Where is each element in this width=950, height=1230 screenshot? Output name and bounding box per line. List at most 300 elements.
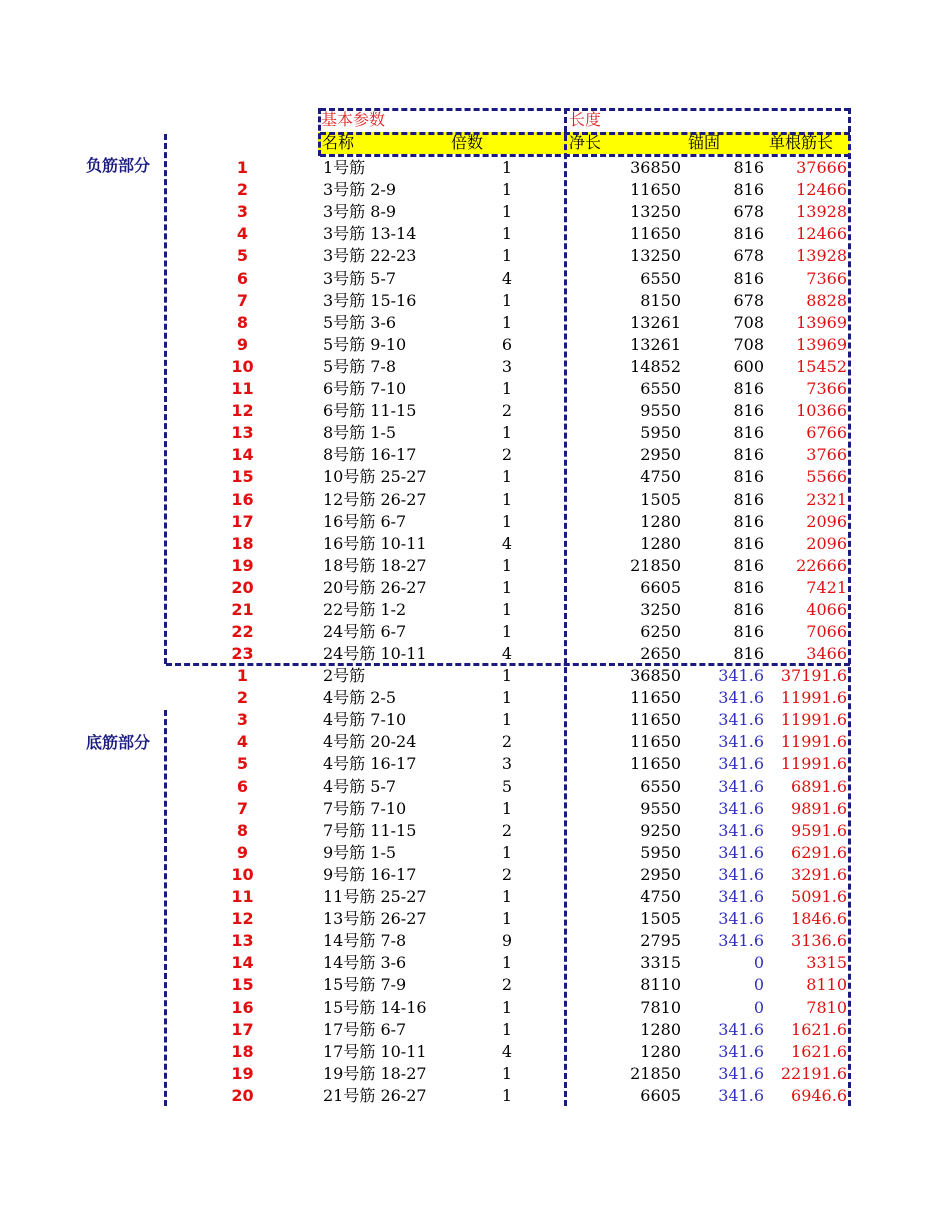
net-length-value: 11650 <box>630 754 681 774</box>
single-length-value: 6946.6 <box>791 1085 847 1105</box>
anchorage-value: 341.6 <box>718 732 764 752</box>
single-length-value: 7366 <box>806 268 847 288</box>
rebar-name: 19号筋 18-27 <box>323 1063 427 1083</box>
bottom-rebar-row <box>0 908 950 930</box>
anchorage-value: 816 <box>733 533 764 553</box>
anchorage-value: 816 <box>733 224 764 244</box>
rebar-name: 7号筋 11-15 <box>323 820 417 840</box>
row-index: 18 <box>231 1041 254 1061</box>
anchorage-value: 816 <box>733 577 764 597</box>
bottom-rebar-row <box>0 997 950 1019</box>
anchorage-value: 678 <box>733 202 764 222</box>
rebar-name: 13号筋 26-27 <box>323 909 427 929</box>
anchorage-value: 341.6 <box>718 710 764 730</box>
anchorage-value: 708 <box>733 312 764 332</box>
top-rebar-row <box>0 378 950 400</box>
rebar-name: 21号筋 26-27 <box>323 1085 427 1105</box>
bottom-rebar-row <box>0 798 950 820</box>
row-index: 16 <box>231 997 254 1017</box>
bottom-rebar-row <box>0 974 950 996</box>
rebar-name: 17号筋 10-11 <box>323 1041 427 1061</box>
single-length-value: 2321 <box>806 489 847 509</box>
top-rebar-row <box>0 312 950 334</box>
multiplier-value: 1 <box>501 688 512 708</box>
multiplier-value: 1 <box>501 379 512 398</box>
rebar-name: 4号筋 2-5 <box>323 688 397 708</box>
rebar-name: 15号筋 14-16 <box>323 997 427 1017</box>
row-index: 19 <box>231 1063 254 1083</box>
anchorage-value: 341.6 <box>718 864 764 884</box>
net-length-value: 8110 <box>640 975 681 995</box>
multiplier-value: 4 <box>501 644 512 664</box>
rebar-name: 11号筋 25-27 <box>323 887 427 906</box>
anchorage-value: 816 <box>733 268 764 288</box>
bottom-rebar-row <box>0 665 950 687</box>
single-length-value: 1621.6 <box>791 1041 847 1061</box>
multiplier-value: 1 <box>501 246 512 266</box>
multiplier-value: 1 <box>501 600 512 619</box>
single-length-value: 6766 <box>806 423 847 443</box>
single-length-value: 6891.6 <box>791 776 847 796</box>
top-rebar-row <box>0 223 950 245</box>
net-length-value: 1505 <box>640 909 681 929</box>
net-length-value: 3315 <box>640 953 681 973</box>
top-rebar-row <box>0 621 950 643</box>
top-rebar-row <box>0 643 950 665</box>
bottom-rebar-row <box>0 842 950 864</box>
rebar-name: 6号筋 7-10 <box>323 379 407 398</box>
single-length-value: 11991.6 <box>780 754 847 774</box>
single-length-value: 10366 <box>796 401 847 421</box>
anchorage-value: 0 <box>753 997 764 1017</box>
bottom-rebar-row <box>0 687 950 709</box>
anchorage-value: 708 <box>733 334 764 354</box>
single-length-value: 11991.6 <box>780 688 847 708</box>
net-length-value: 2795 <box>640 931 681 951</box>
row-index: 20 <box>231 577 254 597</box>
rebar-name: 18号筋 18-27 <box>323 555 427 575</box>
net-length-value: 2950 <box>640 864 681 884</box>
row-index: 15 <box>231 467 254 487</box>
row-index: 10 <box>231 864 254 884</box>
single-length-value: 5566 <box>806 467 847 487</box>
multiplier-value: 2 <box>501 820 512 840</box>
col-header-single-length: 单根筋长 <box>769 133 834 152</box>
single-length-value: 9891.6 <box>791 798 847 818</box>
single-length-value: 3136.6 <box>791 931 847 951</box>
row-index: 5 <box>236 754 249 774</box>
rebar-name: 20号筋 26-27 <box>323 577 427 597</box>
rebar-name: 14号筋 3-6 <box>323 953 407 973</box>
net-length-value: 11650 <box>630 710 681 730</box>
multiplier-value: 2 <box>501 975 512 995</box>
net-length-value: 8150 <box>640 290 681 310</box>
row-index: 18 <box>231 533 254 553</box>
bottom-rebar-row <box>0 753 950 775</box>
anchorage-value: 341.6 <box>718 754 764 774</box>
rebar-name: 16号筋 6-7 <box>323 511 407 531</box>
net-length-value: 1505 <box>640 489 681 509</box>
net-length-value: 6605 <box>640 577 681 597</box>
multiplier-value: 1 <box>501 1085 512 1105</box>
multiplier-value: 1 <box>501 887 512 906</box>
net-length-value: 9550 <box>640 401 681 421</box>
rebar-name: 22号筋 1-2 <box>323 600 407 619</box>
anchorage-value: 600 <box>733 356 764 376</box>
anchorage-value: 341.6 <box>718 1041 764 1061</box>
anchorage-value: 816 <box>733 600 764 619</box>
bottom-rebar-row <box>0 709 950 731</box>
bottom-rebar-row <box>0 820 950 842</box>
anchorage-value: 0 <box>753 953 764 973</box>
multiplier-value: 4 <box>501 268 512 288</box>
single-length-value: 4066 <box>806 600 847 619</box>
anchorage-value: 816 <box>733 158 764 177</box>
top-rebar-row <box>0 268 950 290</box>
row-index: 15 <box>231 975 254 995</box>
rebar-name: 8号筋 16-17 <box>323 445 417 465</box>
rebar-name: 6号筋 11-15 <box>323 401 417 421</box>
single-length-value: 8110 <box>806 975 847 995</box>
net-length-value: 13261 <box>630 312 681 332</box>
anchorage-value: 341.6 <box>718 842 764 862</box>
row-index: 17 <box>231 511 254 531</box>
single-length-value: 7066 <box>806 622 847 642</box>
net-length-value: 13261 <box>630 334 681 354</box>
net-length-value: 6550 <box>640 776 681 796</box>
col-header-name: 名称 <box>322 133 355 152</box>
top-rebar-row <box>0 400 950 422</box>
row-index: 4 <box>236 224 249 244</box>
net-length-value: 3250 <box>640 600 681 619</box>
row-index: 13 <box>231 931 254 951</box>
net-length-value: 13250 <box>630 246 681 266</box>
rebar-name: 4号筋 7-10 <box>323 710 407 730</box>
single-length-value: 9591.6 <box>791 820 847 840</box>
anchorage-value: 816 <box>733 467 764 487</box>
rebar-name: 3号筋 13-14 <box>323 224 417 244</box>
anchorage-value: 341.6 <box>718 798 764 818</box>
rebar-name: 24号筋 10-11 <box>323 644 427 664</box>
top-rebar-row <box>0 356 950 378</box>
top-rebar-row <box>0 533 950 555</box>
multiplier-value: 1 <box>501 555 512 575</box>
group-title-length: 长度 <box>569 110 602 129</box>
anchorage-value: 341.6 <box>718 820 764 840</box>
multiplier-value: 4 <box>501 533 512 553</box>
net-length-value: 11650 <box>630 688 681 708</box>
top-rebar-row <box>0 201 950 223</box>
multiplier-value: 1 <box>501 489 512 509</box>
multiplier-value: 1 <box>501 202 512 222</box>
net-length-value: 11650 <box>630 180 681 200</box>
row-index: 12 <box>231 909 254 929</box>
net-length-value: 14852 <box>630 356 681 376</box>
net-length-value: 4750 <box>640 887 681 906</box>
row-index: 14 <box>231 445 254 465</box>
net-length-value: 1280 <box>640 1019 681 1039</box>
single-length-value: 1621.6 <box>791 1019 847 1039</box>
multiplier-value: 3 <box>501 754 512 774</box>
multiplier-value: 2 <box>501 401 512 421</box>
multiplier-value: 1 <box>501 666 512 685</box>
net-length-value: 1280 <box>640 1041 681 1061</box>
anchorage-value: 341.6 <box>718 887 764 906</box>
bottom-rebar-row <box>0 1085 950 1107</box>
multiplier-value: 1 <box>501 798 512 818</box>
col-header-net-length: 净长 <box>569 133 602 152</box>
net-length-value: 21850 <box>630 1063 681 1083</box>
anchorage-value: 341.6 <box>718 1085 764 1105</box>
row-index: 3 <box>236 710 249 730</box>
anchorage-value: 816 <box>733 555 764 575</box>
top-rebar-row <box>0 599 950 621</box>
row-index: 5 <box>236 246 249 266</box>
multiplier-value: 1 <box>501 312 512 332</box>
multiplier-value: 3 <box>501 356 512 376</box>
multiplier-value: 1 <box>501 180 512 200</box>
header-top-border <box>320 132 850 135</box>
multiplier-value: 2 <box>501 445 512 465</box>
row-index: 11 <box>231 887 254 906</box>
row-index: 13 <box>231 423 254 443</box>
row-index: 23 <box>231 644 254 664</box>
net-length-value: 6550 <box>640 268 681 288</box>
single-length-value: 13928 <box>796 202 847 222</box>
anchorage-value: 341.6 <box>718 688 764 708</box>
net-length-value: 11650 <box>630 224 681 244</box>
row-index: 20 <box>231 1085 254 1105</box>
anchorage-value: 816 <box>733 423 764 443</box>
anchorage-value: 816 <box>733 180 764 200</box>
row-index: 6 <box>236 268 249 288</box>
net-length-value: 2950 <box>640 445 681 465</box>
top-rebar-row <box>0 444 950 466</box>
single-length-value: 37191.6 <box>780 666 847 685</box>
anchorage-value: 816 <box>733 445 764 465</box>
rebar-name: 3号筋 2-9 <box>323 180 397 200</box>
row-index: 3 <box>236 202 249 222</box>
single-length-value: 7366 <box>806 379 847 398</box>
row-index: 1 <box>236 666 249 685</box>
multiplier-value: 1 <box>501 842 512 862</box>
row-index: 9 <box>236 334 249 354</box>
rebar-name: 12号筋 26-27 <box>323 489 427 509</box>
rebar-name: 4号筋 20-24 <box>323 732 417 752</box>
section-label-top-rebar: 负筋部分 <box>86 156 151 175</box>
multiplier-value: 1 <box>501 1019 512 1039</box>
single-length-value: 7421 <box>806 577 847 597</box>
net-length-value: 21850 <box>630 555 681 575</box>
rebar-name: 14号筋 7-8 <box>323 931 407 951</box>
bottom-rebar-row <box>0 776 950 798</box>
bottom-rebar-row <box>0 1019 950 1041</box>
single-length-value: 13969 <box>796 312 847 332</box>
multiplier-value: 1 <box>501 997 512 1017</box>
single-length-value: 3315 <box>806 953 847 973</box>
net-length-value: 7810 <box>640 997 681 1017</box>
anchorage-value: 816 <box>733 644 764 664</box>
bottom-rebar-row <box>0 930 950 952</box>
row-index: 1 <box>236 158 249 177</box>
top-rebar-row <box>0 179 950 201</box>
col-header-anchorage: 锚固 <box>688 133 721 152</box>
multiplier-value: 5 <box>501 776 512 796</box>
anchorage-value: 341.6 <box>718 909 764 929</box>
rebar-name: 3号筋 8-9 <box>323 202 397 222</box>
net-length-value: 4750 <box>640 467 681 487</box>
section-label-bottom-rebar: 底筋部分 <box>86 733 151 752</box>
rebar-name: 3号筋 15-16 <box>323 290 417 310</box>
rebar-name: 5号筋 3-6 <box>323 312 397 332</box>
single-length-value: 12466 <box>796 180 847 200</box>
multiplier-value: 1 <box>501 1063 512 1083</box>
rebar-name: 7号筋 7-10 <box>323 798 407 818</box>
anchorage-value: 341.6 <box>718 931 764 951</box>
row-index: 10 <box>231 356 254 376</box>
single-length-value: 22666 <box>796 555 847 575</box>
single-length-value: 11991.6 <box>780 710 847 730</box>
col-header-multiplier: 倍数 <box>451 133 484 152</box>
rebar-name: 2号筋 <box>323 666 366 685</box>
multiplier-value: 1 <box>501 909 512 929</box>
single-length-value: 11991.6 <box>780 732 847 752</box>
row-index: 2 <box>236 688 249 708</box>
row-index: 16 <box>231 489 254 509</box>
multiplier-value: 1 <box>501 423 512 443</box>
multiplier-value: 1 <box>501 577 512 597</box>
rebar-name: 5号筋 9-10 <box>323 334 407 354</box>
single-length-value: 13969 <box>796 334 847 354</box>
multiplier-value: 1 <box>501 290 512 310</box>
single-length-value: 7810 <box>806 997 847 1017</box>
rebar-name: 3号筋 22-23 <box>323 246 417 266</box>
anchorage-value: 816 <box>733 622 764 642</box>
single-length-value: 12466 <box>796 224 847 244</box>
net-length-value: 11650 <box>630 732 681 752</box>
multiplier-value: 1 <box>501 224 512 244</box>
multiplier-value: 4 <box>501 1041 512 1061</box>
net-length-value: 9250 <box>640 820 681 840</box>
multiplier-value: 1 <box>501 158 512 177</box>
row-index: 7 <box>236 798 249 818</box>
rebar-name: 8号筋 1-5 <box>323 423 397 443</box>
multiplier-value: 1 <box>501 467 512 487</box>
anchorage-value: 0 <box>753 975 764 995</box>
top-rebar-row <box>0 334 950 356</box>
top-rebar-row <box>0 577 950 599</box>
anchorage-value: 816 <box>733 379 764 398</box>
top-rebar-row <box>0 511 950 533</box>
top-dashed-border <box>320 108 850 111</box>
anchorage-value: 341.6 <box>718 1063 764 1083</box>
rebar-name: 4号筋 16-17 <box>323 754 417 774</box>
single-length-value: 1846.6 <box>791 909 847 929</box>
top-rebar-row <box>0 555 950 577</box>
rebar-name: 9号筋 1-5 <box>323 842 397 862</box>
anchorage-value: 341.6 <box>718 666 764 685</box>
multiplier-value: 1 <box>501 710 512 730</box>
single-length-value: 37666 <box>796 158 847 177</box>
anchorage-value: 341.6 <box>718 1019 764 1039</box>
multiplier-value: 1 <box>501 622 512 642</box>
anchorage-value: 816 <box>733 489 764 509</box>
multiplier-value: 1 <box>501 511 512 531</box>
net-length-value: 1280 <box>640 511 681 531</box>
multiplier-value: 2 <box>501 864 512 884</box>
row-index: 12 <box>231 401 254 421</box>
rebar-name: 17号筋 6-7 <box>323 1019 407 1039</box>
net-length-value: 5950 <box>640 423 681 443</box>
rebar-name: 24号筋 6-7 <box>323 622 407 642</box>
top-rebar-row <box>0 245 950 267</box>
row-index: 4 <box>236 732 249 752</box>
anchorage-value: 341.6 <box>718 776 764 796</box>
rebar-name: 16号筋 10-11 <box>323 533 427 553</box>
single-length-value: 2096 <box>806 533 847 553</box>
anchorage-value: 678 <box>733 290 764 310</box>
multiplier-value: 6 <box>501 334 512 354</box>
single-length-value: 8828 <box>806 290 847 310</box>
header-left-border <box>318 108 321 156</box>
bottom-rebar-row <box>0 731 950 753</box>
top-rebar-row <box>0 290 950 312</box>
single-length-value: 3291.6 <box>791 864 847 884</box>
net-length-value: 9550 <box>640 798 681 818</box>
bottom-rebar-row <box>0 864 950 886</box>
row-index: 8 <box>236 820 249 840</box>
group-title-basic: 基本参数 <box>321 110 386 129</box>
single-length-value: 6291.6 <box>791 842 847 862</box>
net-length-value: 2650 <box>640 644 681 664</box>
rebar-name: 10号筋 25-27 <box>323 467 427 487</box>
anchorage-value: 816 <box>733 401 764 421</box>
row-index: 17 <box>231 1019 254 1039</box>
net-length-value: 6605 <box>640 1085 681 1105</box>
single-length-value: 15452 <box>796 356 847 376</box>
row-index: 8 <box>236 312 249 332</box>
multiplier-value: 1 <box>501 953 512 973</box>
net-length-value: 13250 <box>630 202 681 222</box>
row-index: 9 <box>236 842 249 862</box>
single-length-value: 13928 <box>796 246 847 266</box>
net-length-value: 36850 <box>630 666 681 685</box>
multiplier-value: 2 <box>501 732 512 752</box>
row-index: 21 <box>231 600 254 619</box>
top-rebar-row <box>0 466 950 488</box>
net-length-value: 6550 <box>640 379 681 398</box>
rebar-name: 15号筋 7-9 <box>323 975 407 995</box>
rebar-name: 5号筋 7-8 <box>323 356 397 376</box>
net-length-value: 36850 <box>630 158 681 177</box>
row-index: 2 <box>236 180 249 200</box>
anchorage-value: 678 <box>733 246 764 266</box>
net-length-value: 1280 <box>640 533 681 553</box>
single-length-value: 3466 <box>806 644 847 664</box>
row-index: 7 <box>236 290 249 310</box>
row-index: 11 <box>231 379 254 398</box>
rebar-name: 9号筋 16-17 <box>323 864 417 884</box>
bottom-rebar-row <box>0 952 950 974</box>
top-rebar-row <box>0 489 950 511</box>
top-rebar-row <box>0 157 950 179</box>
rebar-name: 1号筋 <box>323 158 366 177</box>
bottom-rebar-row <box>0 1041 950 1063</box>
anchorage-value: 816 <box>733 511 764 531</box>
single-length-value: 2096 <box>806 511 847 531</box>
row-index: 19 <box>231 555 254 575</box>
multiplier-value: 9 <box>501 931 512 951</box>
